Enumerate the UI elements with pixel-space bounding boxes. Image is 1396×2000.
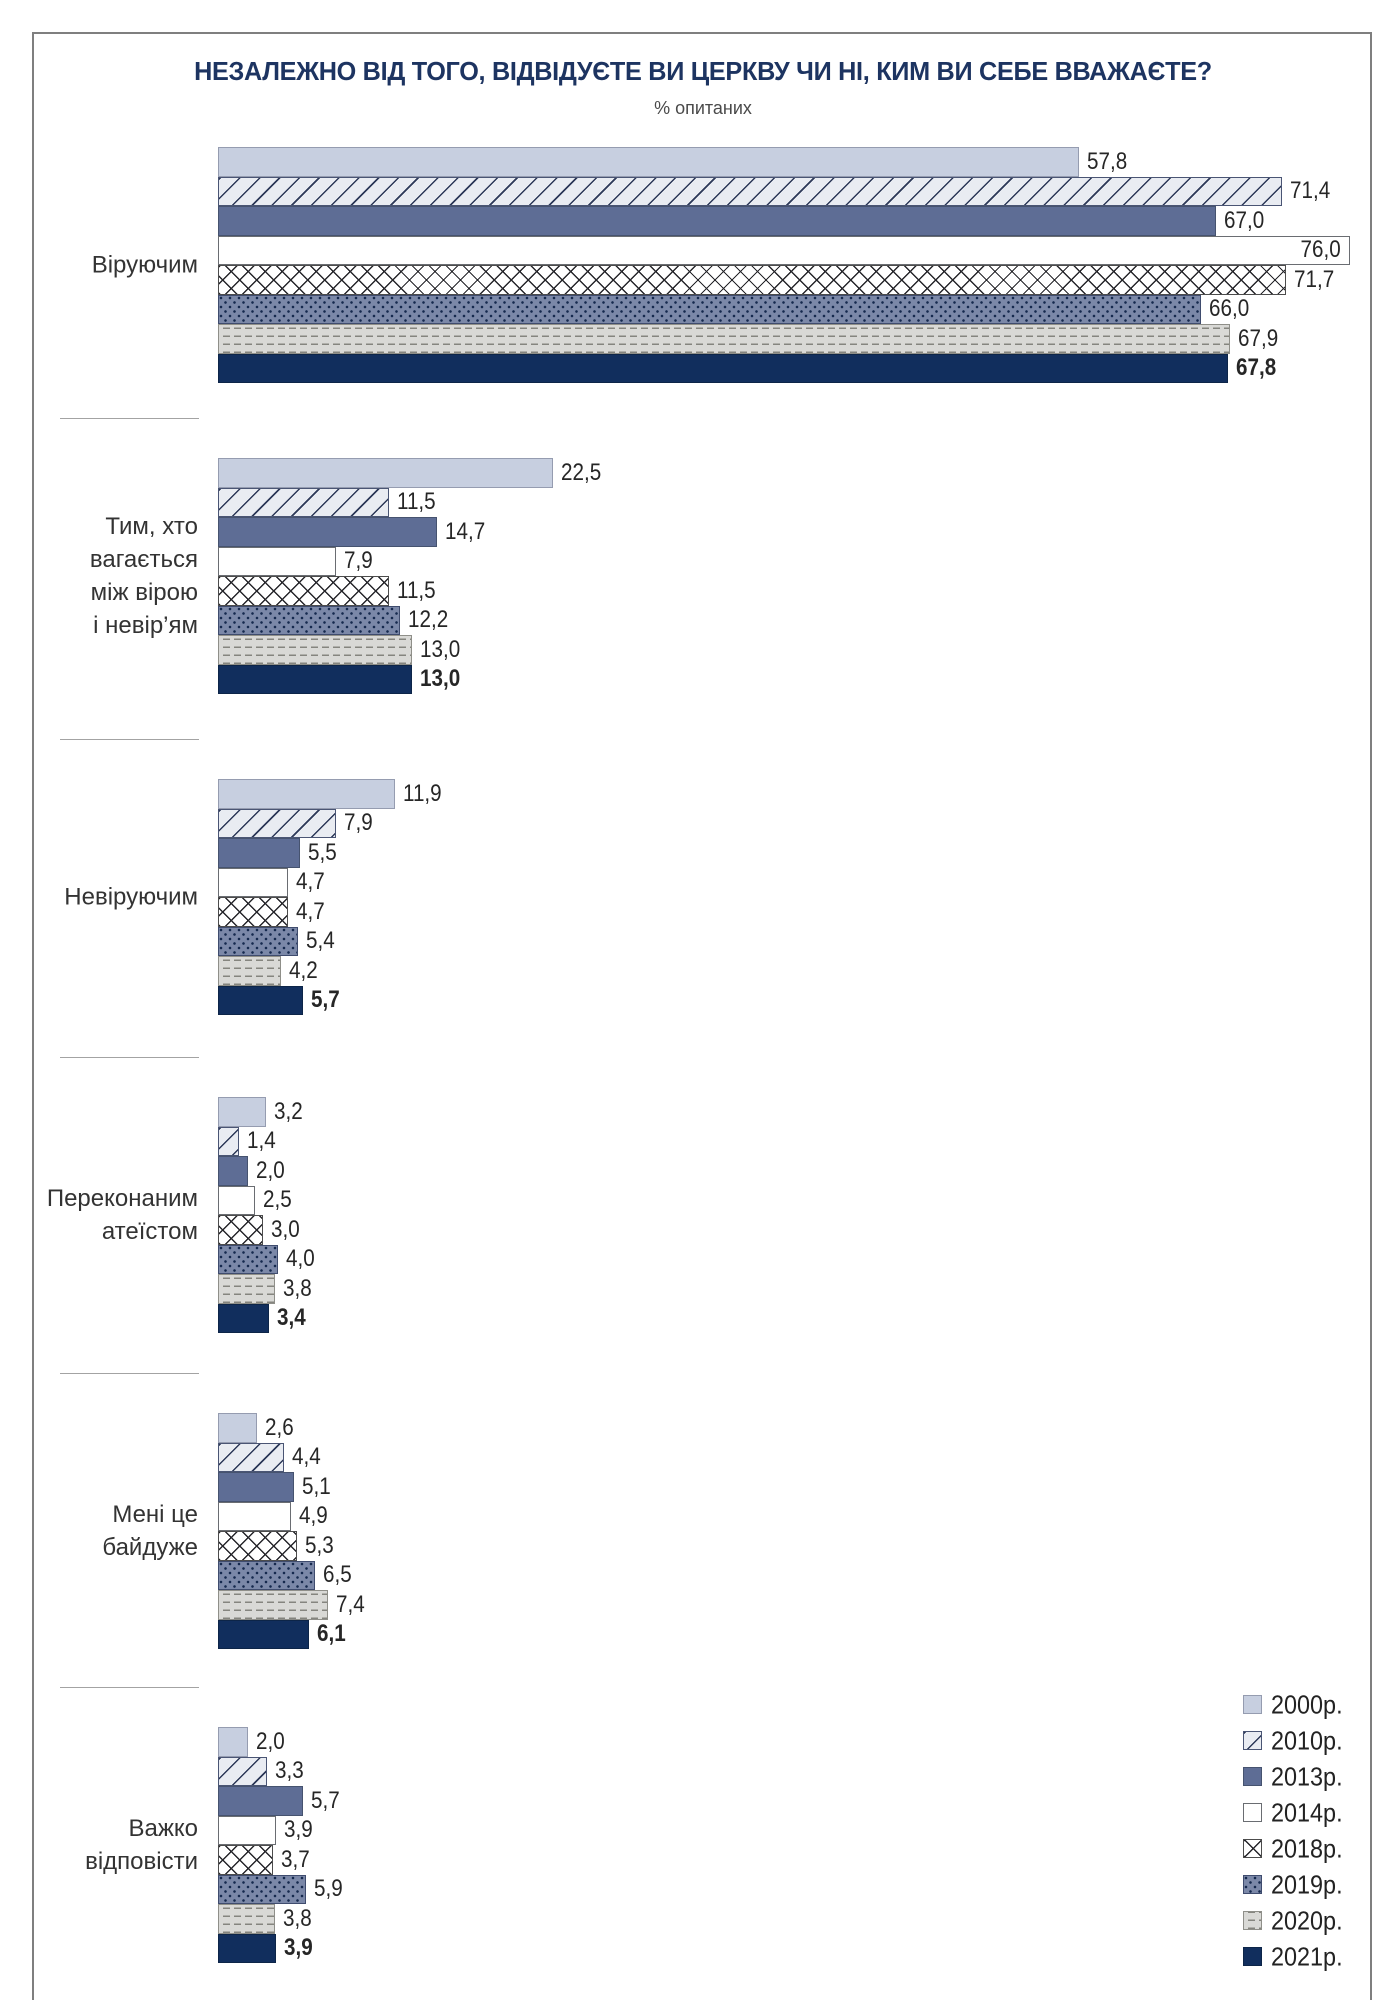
bar-2019р. [218, 1875, 306, 1905]
legend-swatch-icon [1243, 1839, 1262, 1858]
bar-value-label: 1,4 [246, 1127, 276, 1155]
bar-value-label: 3,0 [270, 1215, 300, 1243]
bar-row [218, 1875, 1396, 1905]
bar-2019р. [218, 295, 1201, 325]
bar-row [218, 576, 1396, 606]
bar-row [218, 1215, 1396, 1245]
bar-row [218, 1727, 1396, 1757]
bar-value-label: 13,0 [419, 635, 460, 663]
bar-group [0, 458, 1396, 694]
legend-item [1243, 1795, 1373, 1831]
category-label-line: Важко [128, 1815, 198, 1842]
bar-value-label: 11,5 [397, 576, 436, 604]
bar-2020р. [218, 635, 412, 665]
legend-label: 2014р. [1271, 1797, 1343, 1828]
bar-value-label: 2,0 [255, 1156, 285, 1184]
bar-2021р. [218, 1304, 269, 1334]
bar-2000р. [218, 458, 553, 488]
bar-value-label: 2,5 [263, 1186, 292, 1214]
category-label-line: Віруючим [91, 251, 198, 279]
bar-value-label: 3,4 [276, 1304, 306, 1332]
bar-2021р. [218, 665, 412, 695]
bar-value-label: 5,9 [313, 1875, 343, 1903]
bar-row [218, 1443, 1396, 1473]
bar-2010р. [218, 177, 1282, 207]
category-label-line: байдуже [102, 1534, 198, 1561]
bar-2018р. [218, 576, 389, 606]
bar-2019р. [218, 1245, 278, 1275]
category-label-line: між вірою [90, 579, 198, 606]
bar-row [218, 868, 1396, 898]
bar-row [218, 324, 1396, 354]
bar-2021р. [218, 1620, 309, 1650]
bar-row [218, 927, 1396, 957]
bar-row [218, 956, 1396, 986]
legend-swatch-icon [1243, 1947, 1262, 1966]
bar-value-label: 5,3 [304, 1531, 334, 1559]
bar-value-label: 71,7 [1294, 265, 1335, 293]
bar-2019р. [218, 927, 298, 957]
bar-2014р. [218, 1816, 276, 1846]
bar-row [218, 1904, 1396, 1934]
group-divider [60, 1057, 199, 1058]
group-divider [60, 1373, 199, 1374]
bar-value-label: 67,0 [1224, 206, 1265, 234]
category-label [36, 249, 198, 282]
bar-2010р. [218, 809, 336, 839]
bar-value-label: 3,7 [281, 1845, 310, 1873]
bar-2000р. [218, 1413, 257, 1443]
bar-value-label: 5,7 [310, 1786, 340, 1814]
bar-2020р. [218, 324, 1230, 354]
legend-label: 2019р. [1271, 1869, 1343, 1900]
bar-value-label: 76,0 [1300, 236, 1341, 264]
bar-group [0, 1097, 1396, 1333]
bar-2013р. [218, 838, 300, 868]
bar-value-label: 22,5 [561, 458, 602, 486]
bar-value-label: 3,9 [284, 1934, 313, 1962]
legend-label: 2013р. [1271, 1761, 1343, 1792]
bar-row [218, 1561, 1396, 1591]
bar-group [0, 1727, 1396, 1963]
bar-row [218, 1620, 1396, 1650]
bar-2014р. [218, 1186, 255, 1216]
category-label [36, 1498, 198, 1564]
category-label-line: атеїстом [101, 1218, 198, 1245]
bar-value-label: 57,8 [1087, 147, 1128, 175]
bar-value-label: 11,9 [403, 779, 442, 807]
bar-row [218, 488, 1396, 518]
bar-2019р. [218, 606, 400, 636]
bar-2013р. [218, 517, 437, 547]
legend-item [1243, 1867, 1373, 1903]
bar-2010р. [218, 1757, 267, 1787]
category-label-line: і невір’ям [93, 612, 198, 639]
bar-value-label: 6,5 [322, 1561, 352, 1589]
bar-value-label: 3,3 [275, 1757, 304, 1785]
category-label-line: Невіруючим [64, 883, 198, 911]
bar-2014р. [218, 547, 336, 577]
bar-row [218, 665, 1396, 695]
bar-2014р. [218, 236, 1350, 266]
legend-item [1243, 1687, 1373, 1723]
bar-row [218, 1304, 1396, 1334]
bar-row [218, 1413, 1396, 1443]
bar-value-label: 14,7 [445, 517, 486, 545]
bar-2000р. [218, 1097, 266, 1127]
bar-value-label: 6,1 [316, 1620, 346, 1648]
bar-row [218, 986, 1396, 1016]
category-label-line: Мені це [112, 1501, 198, 1528]
bar-row [218, 1757, 1396, 1787]
legend-item [1243, 1759, 1373, 1795]
bar-row [218, 1186, 1396, 1216]
bar-row [218, 779, 1396, 809]
bar-value-label: 7,4 [336, 1590, 365, 1618]
category-label-line: вагається [89, 546, 198, 573]
bar-2010р. [218, 488, 389, 518]
legend-item [1243, 1831, 1373, 1867]
bar-2000р. [218, 147, 1079, 177]
bar-row [218, 1502, 1396, 1532]
group-divider [60, 739, 199, 740]
bar-row [218, 1786, 1396, 1816]
bar-row [218, 236, 1396, 266]
bar-2019р. [218, 1561, 315, 1591]
bar-2018р. [218, 1531, 297, 1561]
bar-value-label: 5,5 [307, 838, 337, 866]
bar-value-label: 2,6 [264, 1413, 294, 1441]
bar-row [218, 354, 1396, 384]
bar-row [218, 838, 1396, 868]
bar-value-label: 4,0 [285, 1245, 315, 1273]
category-label [36, 1182, 198, 1248]
bar-row [218, 1245, 1396, 1275]
bar-value-label: 4,9 [299, 1502, 328, 1530]
bar-value-label: 3,2 [273, 1097, 303, 1125]
bar-2013р. [218, 206, 1216, 236]
legend-swatch-icon [1243, 1875, 1262, 1894]
bar-row [218, 635, 1396, 665]
legend [1243, 1687, 1373, 1979]
legend-swatch-icon [1243, 1911, 1262, 1930]
bar-2020р. [218, 1590, 328, 1620]
bar-row [218, 1590, 1396, 1620]
category-label-line: Тим, хто [105, 513, 198, 540]
bar-2010р. [218, 1443, 284, 1473]
category-label-line: Переконаним [46, 1185, 198, 1212]
bar-2013р. [218, 1472, 294, 1502]
bar-value-label: 67,8 [1236, 354, 1277, 382]
bar-2010р. [218, 1127, 239, 1157]
legend-item [1243, 1903, 1373, 1939]
bar-2018р. [218, 897, 288, 927]
bar-2018р. [218, 265, 1286, 295]
bar-row [218, 295, 1396, 325]
bar-2013р. [218, 1786, 303, 1816]
bar-group [0, 779, 1396, 1015]
bar-2014р. [218, 868, 288, 898]
bar-value-label: 3,9 [284, 1816, 313, 1844]
bar-value-label: 4,2 [288, 956, 318, 984]
bar-2000р. [218, 1727, 248, 1757]
bar-row [218, 147, 1396, 177]
legend-label: 2020р. [1271, 1905, 1343, 1936]
category-label [36, 881, 198, 914]
legend-swatch-icon [1243, 1731, 1262, 1750]
bar-row [218, 809, 1396, 839]
bar-value-label: 5,1 [301, 1472, 331, 1500]
bar-row [218, 1274, 1396, 1304]
bar-row [218, 177, 1396, 207]
bar-row [218, 1531, 1396, 1561]
bar-value-label: 71,4 [1289, 177, 1331, 205]
bar-row [218, 517, 1396, 547]
legend-label: 2018р. [1271, 1833, 1343, 1864]
bar-value-label: 66,0 [1209, 295, 1250, 323]
legend-label: 2000р. [1271, 1689, 1343, 1720]
category-label [36, 1812, 198, 1878]
legend-label: 2010р. [1271, 1725, 1343, 1756]
bar-value-label: 3,8 [282, 1274, 312, 1302]
bar-row [218, 547, 1396, 577]
bar-value-label: 7,9 [343, 809, 373, 837]
bar-2018р. [218, 1215, 263, 1245]
bar-2000р. [218, 779, 395, 809]
bar-2018р. [218, 1845, 273, 1875]
bar-value-label: 4,4 [291, 1443, 321, 1471]
bar-row [218, 1127, 1396, 1157]
bar-row [218, 1816, 1396, 1846]
legend-item [1243, 1723, 1373, 1759]
legend-swatch-icon [1243, 1695, 1262, 1714]
bar-value-label: 13,0 [419, 665, 460, 693]
bar-2021р. [218, 1934, 276, 1964]
chart-title: НЕЗАЛЕЖНО ВІД ТОГО, ВІДВІДУЄТЕ ВИ ЦЕРКВУ ЧИ НІ, КИМ ВИ СЕБЕ ВВАЖАЄТЕ? [194, 56, 1212, 86]
bar-value-label: 3,8 [282, 1904, 312, 1932]
bar-value-label: 5,7 [310, 986, 340, 1014]
bar-row [218, 265, 1396, 295]
category-label [36, 510, 198, 642]
bar-row [218, 1472, 1396, 1502]
bar-2013р. [218, 1156, 248, 1186]
group-divider [60, 418, 199, 419]
bar-row [218, 1097, 1396, 1127]
bar-2020р. [218, 956, 281, 986]
legend-swatch-icon [1243, 1803, 1262, 1822]
bar-group [0, 147, 1396, 383]
bar-2014р. [218, 1502, 291, 1532]
bar-2021р. [218, 354, 1228, 384]
bar-value-label: 2,0 [255, 1727, 285, 1755]
bar-value-label: 4,7 [296, 868, 325, 896]
bar-row [218, 897, 1396, 927]
bar-row [218, 1845, 1396, 1875]
bar-value-label: 11,5 [397, 488, 436, 516]
bar-value-label: 12,2 [407, 606, 448, 634]
bar-value-label: 67,9 [1237, 324, 1278, 352]
bar-row [218, 1156, 1396, 1186]
bar-group [0, 1413, 1396, 1649]
bar-2020р. [218, 1274, 275, 1304]
legend-item [1243, 1939, 1373, 1975]
chart-subtitle: % опитаних [654, 98, 752, 118]
bar-2020р. [218, 1904, 275, 1934]
category-label-line: відповісти [85, 1848, 198, 1875]
bar-value-label: 7,9 [343, 547, 373, 575]
bar-row [218, 458, 1396, 488]
bar-value-label: 5,4 [306, 927, 336, 955]
bar-2021р. [218, 986, 303, 1016]
bar-row [218, 206, 1396, 236]
bar-row [218, 1934, 1396, 1964]
legend-label: 2021р. [1271, 1941, 1343, 1972]
bar-value-label: 4,7 [296, 897, 325, 925]
group-divider [60, 1687, 199, 1688]
bar-row [218, 606, 1396, 636]
legend-swatch-icon [1243, 1767, 1262, 1786]
